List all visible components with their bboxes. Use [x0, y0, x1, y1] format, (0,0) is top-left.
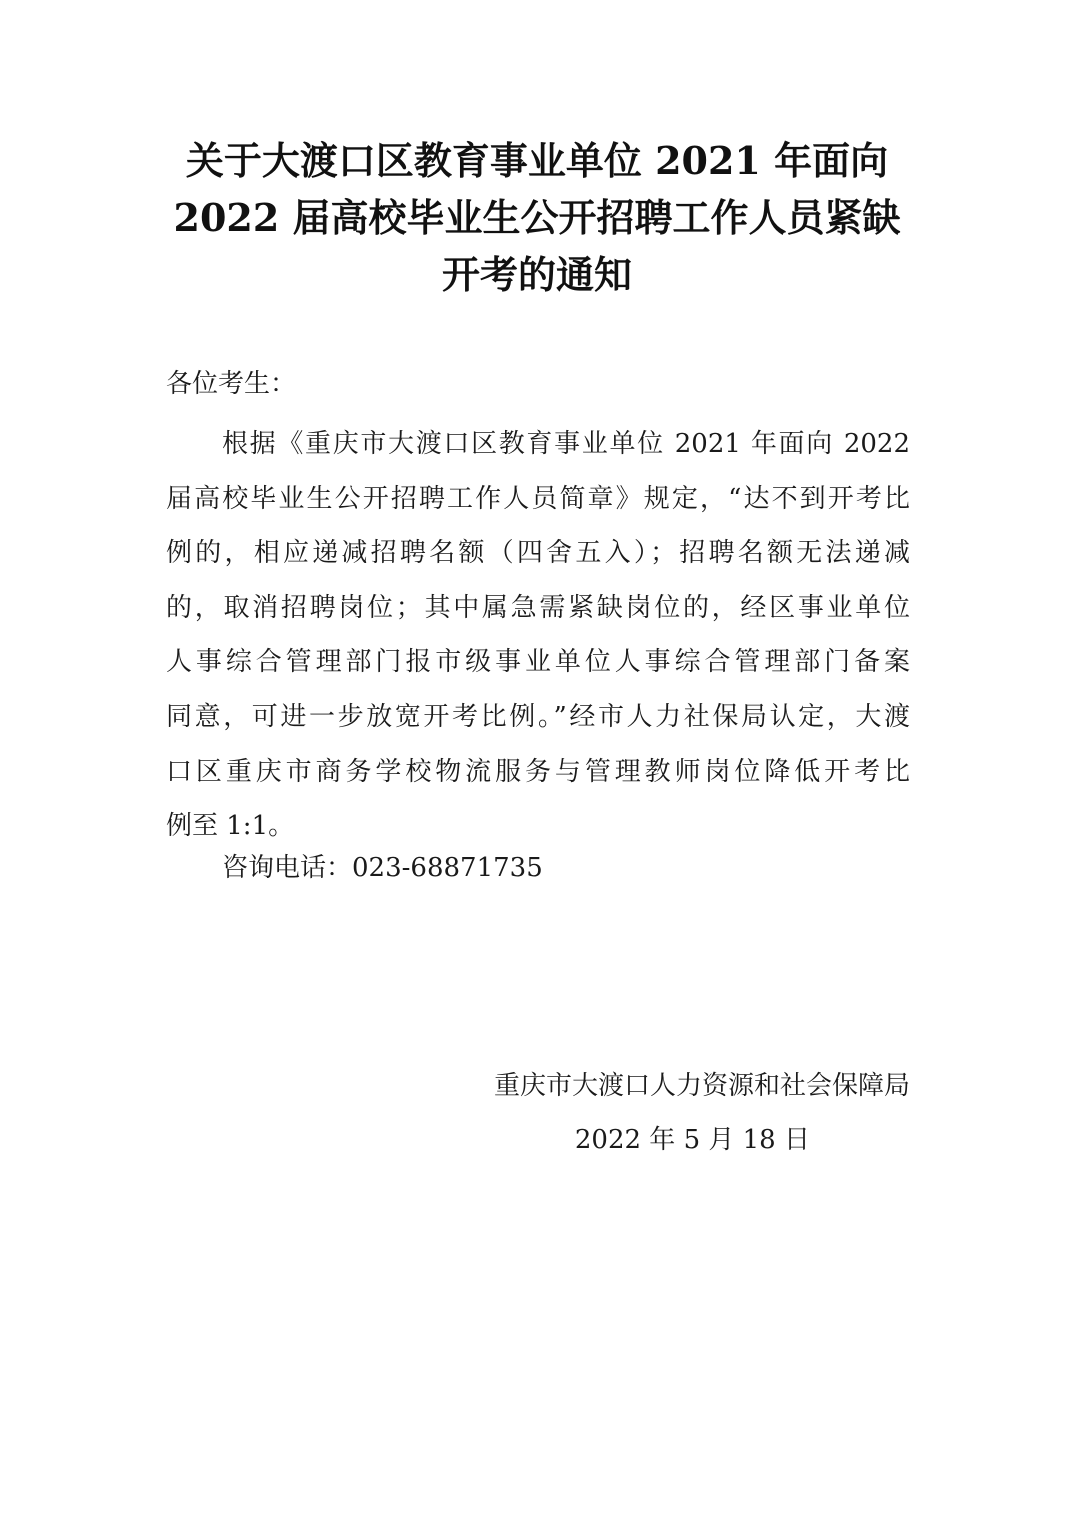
contact-phone: 咨询电话：023-68871735 [222, 853, 543, 883]
document-title [150, 132, 924, 303]
paragraph-line: 同意，可进一步放宽开考比例。”经市人力社保局认定，大渡 [166, 701, 910, 732]
paragraph-line: 人事综合管理部门报市级事业单位人事综合管理部门备案 [166, 647, 910, 678]
paragraph-line: 例至 1:1。 [166, 811, 295, 842]
paragraph-line: 的，取消招聘岗位；其中属急需紧缺岗位的，经区事业单位 [166, 592, 910, 623]
paragraph-line: 届高校毕业生公开招聘工作人员简章》规定，“达不到开考比 [166, 483, 910, 514]
issuer-signature: 重庆市大渡口人力资源和社会保障局 [493, 1071, 910, 1101]
paragraph-line: 根据《重庆市大渡口区教育事业单位 2021 年面向 2022 [222, 429, 910, 459]
paragraph-line: 口区重庆市商务学校物流服务与管理教师岗位降低开考比 [166, 756, 910, 787]
title-line: 关于大渡口区教育事业单位 2021 年面向 [185, 138, 889, 183]
title-line: 2022 届高校毕业生公开招聘工作人员紧缺 [173, 195, 901, 240]
salutation: 各位考生： [166, 369, 297, 399]
title-line: 开考的通知 [441, 252, 632, 297]
issue-date: 2022 年 5 月 18 日 [574, 1125, 810, 1155]
paragraph-line: 例的，相应递减招聘名额（四舍五入）；招聘名额无法递减 [166, 538, 910, 569]
notice-paragraph [166, 417, 910, 854]
